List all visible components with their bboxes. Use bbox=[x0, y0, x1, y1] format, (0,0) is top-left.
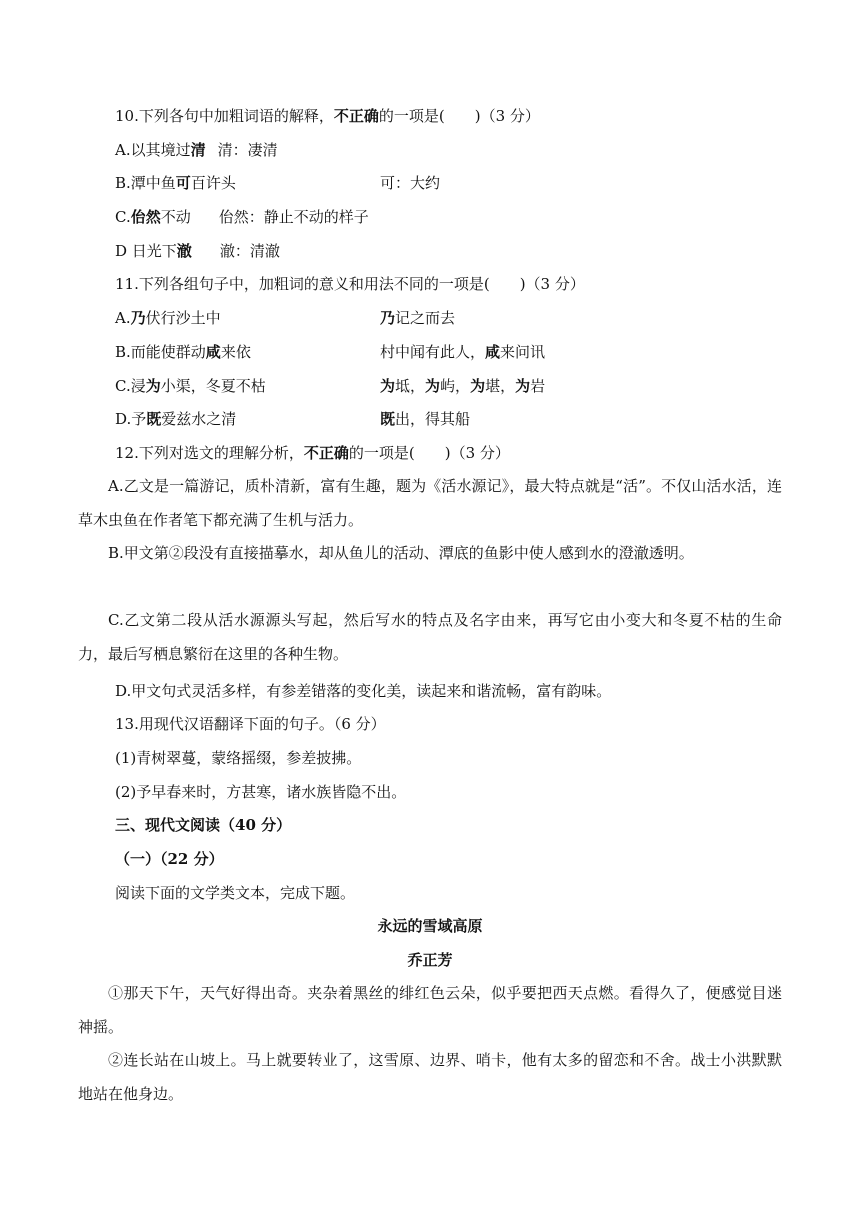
q10-option-b-gloss: 可：大约 bbox=[380, 174, 441, 192]
q11-option-c-left: C.浸为小渠，冬夏不枯 bbox=[115, 377, 266, 395]
q12-stem: 12.下列对选文的理解分析，不正确的一项是( )（3 分） bbox=[115, 444, 510, 462]
q11-option-d-left: D.予既爱兹水之清 bbox=[115, 410, 237, 428]
q12-option-d: D.甲文句式灵活多样，有参差错落的变化美，读起来和谐流畅，富有韵味。 bbox=[115, 682, 612, 700]
q12-option-c: C.乙文第二段从活水源源头写起，然后写水的特点及名字由来，再写它由小变大和冬夏不枯的生命力，最后写栖息繁衍在这里的各种生物。 bbox=[78, 611, 782, 663]
q12-option-b: B.甲文第②段没有直接描摹水，却从鱼儿的活动、潭底的鱼影中使人感到水的澄澈透明。 bbox=[108, 544, 694, 562]
q11-option-d-right: 既出，得其船 bbox=[380, 410, 471, 428]
q10-option-b: B.潭中鱼可百许头 bbox=[115, 174, 236, 192]
q11-option-b-left: B.而能使群动咸来依 bbox=[115, 343, 251, 361]
reading-instruction: 阅读下面的文学类文本，完成下题。 bbox=[115, 884, 356, 902]
q10-option-c: C.佁然不动 佁然：静止不动的样子 bbox=[115, 208, 369, 226]
section-heading: 三、现代文阅读（40 分） bbox=[115, 816, 292, 834]
article-paragraph-2: ②连长站在山坡上。马上就要转业了，这雪原、边界、哨卡，他有太多的留恋和不舍。战士小洪默默地站在他身边。 bbox=[78, 1051, 782, 1103]
q10-option-a: A.以其境过清 清：凄清 bbox=[115, 141, 278, 159]
q13-sentence-2: (2)予早春来时，方甚寒，诸水族皆隐不出。 bbox=[115, 783, 407, 801]
q13-sentence-1: (1)青树翠蔓，蒙络摇缀，参差披拂。 bbox=[115, 749, 362, 767]
q13-stem: 13.用现代汉语翻译下面的句子。（6 分） bbox=[115, 715, 386, 733]
q11-option-a-right: 乃记之而去 bbox=[380, 309, 456, 327]
subsection-heading: （一）（22 分） bbox=[115, 850, 224, 868]
q11-option-a-left: A.乃伏行沙土中 bbox=[115, 309, 221, 327]
article-paragraph-1: ①那天下午，天气好得出奇。夹杂着黑丝的绯红色云朵，似乎要把西天点燃。看得久了，便感觉目迷神摇。 bbox=[78, 984, 782, 1036]
article-title: 永远的雪域高原 bbox=[377, 917, 483, 935]
q10-option-d: D 日光下澈 澈：清澈 bbox=[115, 242, 280, 260]
article-author: 乔正芳 bbox=[407, 951, 453, 969]
q10-stem: 10.下列各句中加粗词语的解释，不正确的一项是( )（3 分） bbox=[115, 107, 540, 125]
q11-option-b-right: 村中闻有此人，咸来问讯 bbox=[380, 343, 546, 361]
q12-option-a: A.乙文是一篇游记，质朴清新，富有生趣，题为《活水源记》，最大特点就是“活”。不仅山活水活，连草木虫鱼在作者笔下都充满了生机与活力。 bbox=[78, 477, 782, 529]
q11-option-c-right: 为坻，为屿，为堪，为岩 bbox=[380, 377, 546, 395]
q11-stem: 11.下列各组句子中，加粗词的意义和用法不同的一项是( )（3 分） bbox=[115, 275, 585, 293]
